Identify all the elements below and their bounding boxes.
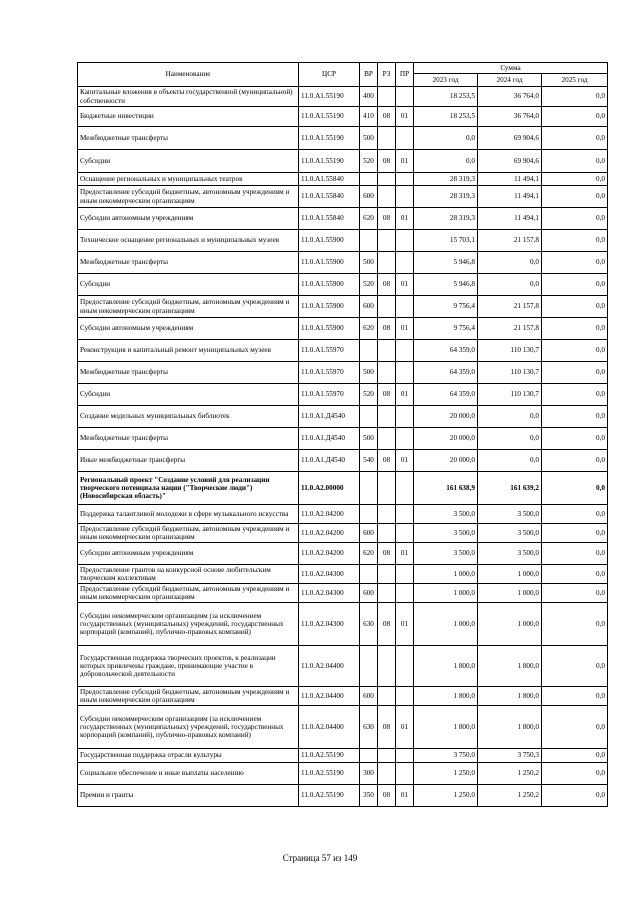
row-vr: 350 bbox=[360, 785, 378, 807]
row-sum-2025: 0,0 bbox=[542, 384, 608, 406]
row-pr bbox=[396, 296, 414, 318]
row-rz: 08 bbox=[378, 785, 396, 807]
row-rz bbox=[378, 749, 396, 763]
row-name: Оснащение региональных и муниципальных театров bbox=[78, 173, 299, 186]
row-name: Субсидии bbox=[78, 384, 299, 406]
table-row bbox=[78, 127, 608, 150]
row-csr: 11.0.A2.04300 bbox=[299, 603, 360, 646]
row-vr: 540 bbox=[360, 450, 378, 472]
row-sum-2024: 110 130,7 bbox=[478, 362, 542, 384]
row-sum-2024: 11 494,1 bbox=[478, 173, 542, 186]
row-sum-2023: 20 000,0 bbox=[414, 450, 478, 472]
row-sum-2025: 0,0 bbox=[542, 296, 608, 318]
row-sum-2023: 1 250,0 bbox=[414, 785, 478, 807]
row-csr: 11.0.A2.55190 bbox=[299, 785, 360, 807]
row-sum-2023: 3 500,0 bbox=[414, 543, 478, 565]
row-pr bbox=[396, 584, 414, 603]
row-csr: 11.0.A1.Д4540 bbox=[299, 428, 360, 450]
row-name: Техническое оснащение региональных и муниципальных музеев bbox=[78, 230, 299, 252]
table-row bbox=[78, 584, 608, 603]
row-csr: 11.0.A1.55840 bbox=[299, 173, 360, 186]
row-sum-2025: 0,0 bbox=[542, 603, 608, 646]
row-sum-2025: 0,0 bbox=[542, 749, 608, 763]
row-pr bbox=[396, 252, 414, 274]
row-vr bbox=[360, 749, 378, 763]
row-vr: 520 bbox=[360, 150, 378, 173]
row-rz: 08 bbox=[378, 706, 396, 749]
row-sum-2024: 1 000,0 bbox=[478, 565, 542, 584]
row-vr bbox=[360, 406, 378, 428]
row-csr: 11.0.A2.04200 bbox=[299, 543, 360, 565]
row-sum-2023: 28 319,3 bbox=[414, 186, 478, 208]
row-sum-2023: 3 500,0 bbox=[414, 524, 478, 543]
row-rz bbox=[378, 406, 396, 428]
row-vr bbox=[360, 646, 378, 687]
row-pr bbox=[396, 340, 414, 362]
row-pr bbox=[396, 505, 414, 524]
row-sum-2024: 1 000,0 bbox=[478, 584, 542, 603]
row-pr bbox=[396, 230, 414, 252]
table-row bbox=[78, 150, 608, 173]
row-vr bbox=[360, 565, 378, 584]
row-sum-2025: 0,0 bbox=[542, 428, 608, 450]
row-vr: 600 bbox=[360, 524, 378, 543]
row-pr: 01 bbox=[396, 450, 414, 472]
row-vr bbox=[360, 472, 378, 505]
table-row bbox=[78, 687, 608, 706]
row-sum-2025: 0,0 bbox=[542, 565, 608, 584]
row-pr: 01 bbox=[396, 603, 414, 646]
table-row bbox=[78, 173, 608, 186]
table-body bbox=[78, 87, 608, 807]
row-sum-2024: 110 130,7 bbox=[478, 384, 542, 406]
row-sum-2023: 64 359,0 bbox=[414, 362, 478, 384]
header-year-2025: 2025 год bbox=[542, 74, 608, 87]
table-row bbox=[78, 296, 608, 318]
row-vr bbox=[360, 340, 378, 362]
row-pr: 01 bbox=[396, 208, 414, 230]
row-sum-2023: 0,0 bbox=[414, 127, 478, 150]
row-sum-2024: 21 157,8 bbox=[478, 230, 542, 252]
row-name: Предоставление субсидий бюджетным, автономным учреждениям и иным некоммерческим организациям bbox=[78, 186, 299, 208]
row-sum-2023: 18 253,5 bbox=[414, 107, 478, 127]
row-pr: 01 bbox=[396, 384, 414, 406]
table-row bbox=[78, 543, 608, 565]
row-vr: 500 bbox=[360, 362, 378, 384]
row-sum-2025: 0,0 bbox=[542, 450, 608, 472]
header-pr: ПР bbox=[396, 63, 414, 87]
row-pr: 01 bbox=[396, 543, 414, 565]
row-sum-2023: 18 253,5 bbox=[414, 87, 478, 107]
row-rz bbox=[378, 296, 396, 318]
row-name: Государственная поддержка отрасли культуры bbox=[78, 749, 299, 763]
row-name: Субсидии автономным учреждениям bbox=[78, 543, 299, 565]
row-rz bbox=[378, 186, 396, 208]
row-name: Региональный проект "Создание условий для реализации творческого потенциала нации ("Творческие люди") (Новосибирская область)" bbox=[78, 472, 299, 505]
row-sum-2024: 36 764,0 bbox=[478, 107, 542, 127]
row-pr bbox=[396, 127, 414, 150]
row-csr: 11.0.A2.04400 bbox=[299, 646, 360, 687]
row-vr: 620 bbox=[360, 208, 378, 230]
row-sum-2025: 0,0 bbox=[542, 706, 608, 749]
row-sum-2025: 0,0 bbox=[542, 524, 608, 543]
header-sum: Сумма bbox=[414, 63, 608, 74]
table-row bbox=[78, 505, 608, 524]
row-sum-2024: 1 800,0 bbox=[478, 706, 542, 749]
row-sum-2025: 0,0 bbox=[542, 173, 608, 186]
table-row bbox=[78, 565, 608, 584]
row-rz bbox=[378, 763, 396, 785]
row-sum-2025: 0,0 bbox=[542, 340, 608, 362]
row-name: Предоставление грантов на конкурсной основе любительским творческим коллективам bbox=[78, 565, 299, 584]
header-name: Наименование bbox=[78, 63, 299, 87]
row-sum-2024: 3 500,0 bbox=[478, 524, 542, 543]
row-vr: 300 bbox=[360, 763, 378, 785]
row-csr: 11.0.A2.04300 bbox=[299, 584, 360, 603]
row-vr: 630 bbox=[360, 603, 378, 646]
table-row bbox=[78, 450, 608, 472]
page-number: Страница 57 из 149 bbox=[282, 853, 358, 863]
row-sum-2024: 3 500,0 bbox=[478, 543, 542, 565]
row-name: Социальное обеспечение и иные выплаты населению bbox=[78, 763, 299, 785]
row-rz bbox=[378, 646, 396, 687]
row-csr: 11.0.A1.55190 bbox=[299, 150, 360, 173]
row-name: Субсидии автономным учреждениям bbox=[78, 318, 299, 340]
row-sum-2023: 9 756,4 bbox=[414, 296, 478, 318]
row-sum-2025: 0,0 bbox=[542, 646, 608, 687]
row-sum-2025: 0,0 bbox=[542, 763, 608, 785]
row-pr: 01 bbox=[396, 274, 414, 296]
row-sum-2025: 0,0 bbox=[542, 186, 608, 208]
row-csr: 11.0.A1.55900 bbox=[299, 230, 360, 252]
row-sum-2024: 110 130,7 bbox=[478, 340, 542, 362]
row-pr bbox=[396, 428, 414, 450]
row-sum-2023: 3 500,0 bbox=[414, 505, 478, 524]
row-sum-2024: 1 250,2 bbox=[478, 763, 542, 785]
row-csr: 11.0.A2.04400 bbox=[299, 706, 360, 749]
row-sum-2024: 1 800,0 bbox=[478, 646, 542, 687]
row-sum-2023: 20 000,0 bbox=[414, 428, 478, 450]
row-rz bbox=[378, 428, 396, 450]
table-row bbox=[78, 384, 608, 406]
table-row bbox=[78, 749, 608, 763]
row-sum-2023: 161 638,9 bbox=[414, 472, 478, 505]
row-sum-2024: 1 250,2 bbox=[478, 785, 542, 807]
row-sum-2024: 11 494,1 bbox=[478, 208, 542, 230]
row-sum-2023: 64 359,0 bbox=[414, 384, 478, 406]
header-vr: ВР bbox=[360, 63, 378, 87]
header-csr: ЦСР bbox=[299, 63, 360, 87]
row-pr: 01 bbox=[396, 706, 414, 749]
row-csr: 11.0.A1.55190 bbox=[299, 127, 360, 150]
row-pr: 01 bbox=[396, 107, 414, 127]
row-sum-2025: 0,0 bbox=[542, 472, 608, 505]
row-csr: 11.0.A1.55840 bbox=[299, 208, 360, 230]
row-csr: 11.0.A1.Д4540 bbox=[299, 450, 360, 472]
row-csr: 11.0.A1.55970 bbox=[299, 362, 360, 384]
row-pr bbox=[396, 646, 414, 687]
row-csr: 11.0.A1.Д4540 bbox=[299, 406, 360, 428]
row-pr bbox=[396, 186, 414, 208]
row-sum-2023: 9 756,4 bbox=[414, 318, 478, 340]
row-name: Субсидии некоммерческим организациям (за исключением государственных (муниципальных) учреждений, государственных корпораций (компаний), публично-правовых компаний) bbox=[78, 603, 299, 646]
row-name: Создание модельных муниципальных библиотек bbox=[78, 406, 299, 428]
row-name: Премии и гранты bbox=[78, 785, 299, 807]
row-rz bbox=[378, 584, 396, 603]
row-rz bbox=[378, 87, 396, 107]
row-csr: 11.0.A1.55900 bbox=[299, 274, 360, 296]
table-row bbox=[78, 524, 608, 543]
row-rz: 08 bbox=[378, 107, 396, 127]
row-sum-2024: 1 000,0 bbox=[478, 603, 542, 646]
row-sum-2023: 1 000,0 bbox=[414, 565, 478, 584]
row-rz: 08 bbox=[378, 384, 396, 406]
row-sum-2024: 0,0 bbox=[478, 450, 542, 472]
row-vr: 600 bbox=[360, 296, 378, 318]
row-sum-2024: 161 639,2 bbox=[478, 472, 542, 505]
row-vr: 600 bbox=[360, 687, 378, 706]
table-row bbox=[78, 230, 608, 252]
table-row bbox=[78, 87, 608, 107]
row-rz bbox=[378, 505, 396, 524]
row-sum-2024: 3 750,3 bbox=[478, 749, 542, 763]
row-sum-2024: 36 764,0 bbox=[478, 87, 542, 107]
header-year-2024: 2024 год bbox=[478, 74, 542, 87]
row-vr: 600 bbox=[360, 186, 378, 208]
row-vr: 400 bbox=[360, 87, 378, 107]
row-name: Межбюджетные трансферты bbox=[78, 362, 299, 384]
row-name: Субсидии bbox=[78, 274, 299, 296]
row-csr: 11.0.A1.55900 bbox=[299, 252, 360, 274]
row-vr: 620 bbox=[360, 543, 378, 565]
row-vr: 500 bbox=[360, 428, 378, 450]
row-rz: 08 bbox=[378, 318, 396, 340]
row-rz: 08 bbox=[378, 208, 396, 230]
table-row bbox=[78, 318, 608, 340]
row-pr: 01 bbox=[396, 150, 414, 173]
row-sum-2024: 11 494,1 bbox=[478, 186, 542, 208]
row-sum-2023: 5 946,8 bbox=[414, 274, 478, 296]
row-sum-2024: 21 157,8 bbox=[478, 296, 542, 318]
row-sum-2023: 64 359,0 bbox=[414, 340, 478, 362]
table-row bbox=[78, 208, 608, 230]
row-name: Предоставление субсидий бюджетным, автономным учреждениям и иным некоммерческим организациям bbox=[78, 584, 299, 603]
row-sum-2025: 0,0 bbox=[542, 127, 608, 150]
row-name: Субсидии bbox=[78, 150, 299, 173]
row-name: Межбюджетные трансферты bbox=[78, 252, 299, 274]
row-rz: 08 bbox=[378, 150, 396, 173]
row-rz: 08 bbox=[378, 450, 396, 472]
row-sum-2023: 3 750,0 bbox=[414, 749, 478, 763]
row-sum-2023: 1 250,0 bbox=[414, 763, 478, 785]
row-name: Межбюджетные трансферты bbox=[78, 127, 299, 150]
row-name: Предоставление субсидий бюджетным, автономным учреждениям и иным некоммерческим организациям bbox=[78, 524, 299, 543]
row-sum-2025: 0,0 bbox=[542, 274, 608, 296]
row-sum-2024: 69 904,6 bbox=[478, 127, 542, 150]
budget-table bbox=[77, 62, 608, 807]
row-rz: 08 bbox=[378, 603, 396, 646]
row-name: Капитальные вложения в объекты государственной (муниципальной) собственности bbox=[78, 87, 299, 107]
row-rz bbox=[378, 472, 396, 505]
table-row bbox=[78, 362, 608, 384]
table-row bbox=[78, 406, 608, 428]
row-sum-2025: 0,0 bbox=[542, 87, 608, 107]
row-pr bbox=[396, 565, 414, 584]
header-year-2023: 2023 год bbox=[414, 74, 478, 87]
row-sum-2025: 0,0 bbox=[542, 687, 608, 706]
row-sum-2023: 1 800,0 bbox=[414, 687, 478, 706]
row-sum-2025: 0,0 bbox=[542, 362, 608, 384]
row-pr: 01 bbox=[396, 785, 414, 807]
row-sum-2024: 0,0 bbox=[478, 252, 542, 274]
row-rz: 08 bbox=[378, 543, 396, 565]
row-sum-2025: 0,0 bbox=[542, 505, 608, 524]
row-name: Субсидии некоммерческим организациям (за исключением государственных (муниципальных) учреждений, государственных корпораций (компаний), публично-правовых компаний) bbox=[78, 706, 299, 749]
row-sum-2023: 0,0 bbox=[414, 150, 478, 173]
row-csr: 11.0.A2.04300 bbox=[299, 565, 360, 584]
row-pr bbox=[396, 406, 414, 428]
row-sum-2024: 21 157,8 bbox=[478, 318, 542, 340]
row-rz bbox=[378, 565, 396, 584]
row-csr: 11.0.A1.55970 bbox=[299, 340, 360, 362]
row-csr: 11.0.A2.04200 bbox=[299, 505, 360, 524]
row-vr: 500 bbox=[360, 127, 378, 150]
row-sum-2025: 0,0 bbox=[542, 230, 608, 252]
row-name: Поддержка талантливой молодежи в сфере музыкального искусства bbox=[78, 505, 299, 524]
row-name: Реконструкция и капитальный ремонт муниципальных музеев bbox=[78, 340, 299, 362]
row-vr: 520 bbox=[360, 274, 378, 296]
row-sum-2023: 15 703,1 bbox=[414, 230, 478, 252]
row-csr: 11.0.A1.55900 bbox=[299, 318, 360, 340]
row-csr: 11.0.A1.55900 bbox=[299, 296, 360, 318]
table-row bbox=[78, 603, 608, 646]
row-sum-2023: 28 319,3 bbox=[414, 208, 478, 230]
row-rz bbox=[378, 687, 396, 706]
header-rz: РЗ bbox=[378, 63, 396, 87]
table-row bbox=[78, 107, 608, 127]
row-rz bbox=[378, 252, 396, 274]
row-vr: 520 bbox=[360, 384, 378, 406]
row-rz bbox=[378, 173, 396, 186]
row-sum-2025: 0,0 bbox=[542, 406, 608, 428]
row-name: Бюджетные инвестиции bbox=[78, 107, 299, 127]
row-sum-2025: 0,0 bbox=[542, 208, 608, 230]
row-vr bbox=[360, 173, 378, 186]
row-sum-2024: 0,0 bbox=[478, 274, 542, 296]
row-rz bbox=[378, 127, 396, 150]
table-row bbox=[78, 763, 608, 785]
row-sum-2023: 1 000,0 bbox=[414, 584, 478, 603]
row-csr: 11.0.A2.00000 bbox=[299, 472, 360, 505]
table-row bbox=[78, 472, 608, 505]
row-sum-2024: 3 500,0 bbox=[478, 505, 542, 524]
row-vr: 620 bbox=[360, 318, 378, 340]
row-sum-2025: 0,0 bbox=[542, 584, 608, 603]
row-name: Межбюджетные трансферты bbox=[78, 428, 299, 450]
row-csr: 11.0.A1.55840 bbox=[299, 186, 360, 208]
table-row bbox=[78, 785, 608, 807]
row-csr: 11.0.A2.04200 bbox=[299, 524, 360, 543]
row-pr bbox=[396, 524, 414, 543]
row-sum-2025: 0,0 bbox=[542, 785, 608, 807]
table-row bbox=[78, 428, 608, 450]
row-pr bbox=[396, 749, 414, 763]
row-vr: 600 bbox=[360, 584, 378, 603]
row-pr bbox=[396, 362, 414, 384]
row-pr bbox=[396, 472, 414, 505]
row-vr bbox=[360, 505, 378, 524]
row-sum-2024: 1 800,0 bbox=[478, 687, 542, 706]
row-pr bbox=[396, 87, 414, 107]
table-row bbox=[78, 706, 608, 749]
row-vr: 500 bbox=[360, 252, 378, 274]
table-row bbox=[78, 646, 608, 687]
row-sum-2023: 5 946,8 bbox=[414, 252, 478, 274]
row-csr: 11.0.A1.55190 bbox=[299, 87, 360, 107]
table-row bbox=[78, 186, 608, 208]
row-csr: 11.0.A2.55190 bbox=[299, 763, 360, 785]
row-vr: 410 bbox=[360, 107, 378, 127]
row-sum-2023: 20 000,0 bbox=[414, 406, 478, 428]
row-rz bbox=[378, 524, 396, 543]
row-csr: 11.0.A1.55970 bbox=[299, 384, 360, 406]
row-sum-2024: 0,0 bbox=[478, 428, 542, 450]
row-sum-2023: 1 800,0 bbox=[414, 706, 478, 749]
row-sum-2023: 1 000,0 bbox=[414, 603, 478, 646]
row-pr bbox=[396, 763, 414, 785]
row-pr: 01 bbox=[396, 318, 414, 340]
row-csr: 11.0.A1.55190 bbox=[299, 107, 360, 127]
row-rz: 08 bbox=[378, 274, 396, 296]
row-csr: 11.0.A2.04400 bbox=[299, 687, 360, 706]
row-name: Субсидии автономным учреждениям bbox=[78, 208, 299, 230]
row-rz bbox=[378, 230, 396, 252]
row-name: Предоставление субсидий бюджетным, автономным учреждениям и иным некоммерческим организациям bbox=[78, 687, 299, 706]
row-csr: 11.0.A2.55190 bbox=[299, 749, 360, 763]
row-rz bbox=[378, 340, 396, 362]
row-sum-2025: 0,0 bbox=[542, 543, 608, 565]
row-rz bbox=[378, 362, 396, 384]
row-pr bbox=[396, 687, 414, 706]
row-sum-2025: 0,0 bbox=[542, 252, 608, 274]
row-name: Государственная поддержка творческих проектов, к реализации которых привлечены граждане, принимающие участие в добровольческой деятельности bbox=[78, 646, 299, 687]
table-row bbox=[78, 252, 608, 274]
row-name: Предоставление субсидий бюджетным, автономным учреждениям и иным некоммерческим организациям bbox=[78, 296, 299, 318]
row-sum-2023: 28 319,3 bbox=[414, 173, 478, 186]
table-row bbox=[78, 274, 608, 296]
row-sum-2024: 0,0 bbox=[478, 406, 542, 428]
row-sum-2025: 0,0 bbox=[542, 150, 608, 173]
row-sum-2025: 0,0 bbox=[542, 107, 608, 127]
table-row bbox=[78, 340, 608, 362]
row-name: Иные межбюджетные трансферты bbox=[78, 450, 299, 472]
row-sum-2023: 1 800,0 bbox=[414, 646, 478, 687]
row-vr: 630 bbox=[360, 706, 378, 749]
row-sum-2024: 69 904,6 bbox=[478, 150, 542, 173]
row-pr bbox=[396, 173, 414, 186]
row-sum-2025: 0,0 bbox=[542, 318, 608, 340]
row-vr bbox=[360, 230, 378, 252]
